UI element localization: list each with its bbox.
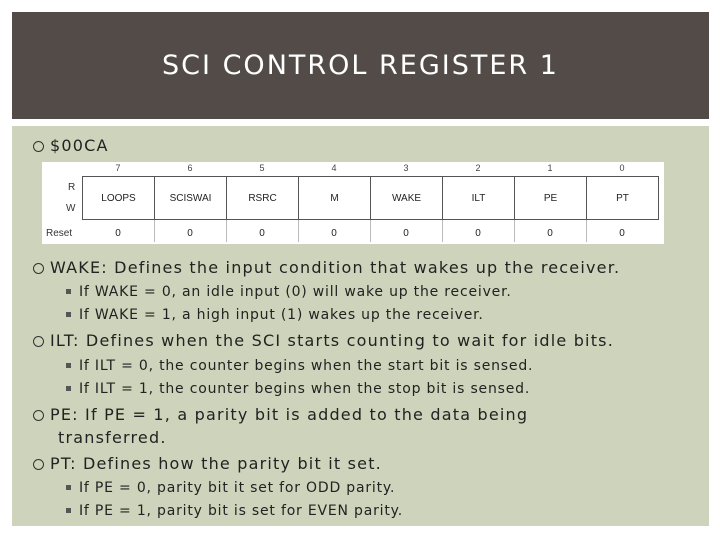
bit-number: 5	[259, 163, 265, 173]
bullet-pe-continued	[58, 428, 167, 447]
square-bullet-icon	[66, 508, 71, 513]
reset-value: 0	[475, 228, 481, 239]
bullet-pe	[33, 405, 528, 424]
bit-number: 6	[187, 163, 193, 173]
bit-number: 1	[547, 163, 553, 173]
sub-bullet	[66, 307, 484, 323]
reset-value: 0	[259, 228, 265, 239]
reset-value: 0	[619, 228, 625, 239]
bit-number: 0	[619, 163, 625, 173]
bullet-text: PT: Defines how the parity bit it set.	[50, 454, 382, 473]
reset-value: 0	[331, 228, 337, 239]
bullet-text: WAKE: Defines the input condition that wakes up the receiver.	[50, 258, 621, 277]
field-m: M	[299, 177, 371, 219]
field-loops: LOOPS	[83, 177, 155, 219]
circle-bullet-icon	[33, 263, 44, 274]
sub-bullet	[66, 480, 395, 496]
register-diagram	[42, 162, 664, 244]
reset-label: Reset	[46, 228, 73, 239]
circle-bullet-icon	[33, 141, 44, 152]
reset-value: 0	[403, 228, 409, 239]
circle-bullet-icon	[33, 410, 44, 421]
bullet-ilt	[33, 331, 614, 350]
bullet-pt	[33, 454, 382, 473]
field-sciswai: SCISWAI	[155, 177, 227, 219]
bit-number: 2	[475, 163, 481, 173]
bit-number: 3	[403, 163, 409, 173]
field-pt: PT	[616, 192, 629, 204]
bullet-text: transferred.	[58, 428, 167, 447]
field-ilt: ILT	[443, 177, 515, 219]
sub-bullet	[66, 358, 533, 374]
bullet-text: PE: If PE = 1, a parity bit is added to the data being	[50, 405, 529, 424]
sub-bullet	[66, 503, 403, 519]
bullet-address	[33, 136, 109, 155]
reset-value: 0	[547, 228, 553, 239]
reset-value: 0	[115, 228, 121, 239]
register-fields	[82, 176, 659, 220]
square-bullet-icon	[66, 363, 71, 368]
bit-number: 7	[115, 163, 121, 173]
read-label: R	[68, 182, 76, 193]
bullet-text: ILT: Defines when the SCI starts counting to wait for idle bits.	[50, 331, 615, 350]
circle-bullet-icon	[33, 336, 44, 347]
field-wake: WAKE	[371, 177, 443, 219]
slide-title: SCI CONTROL REGISTER 1	[162, 50, 559, 81]
circle-bullet-icon	[33, 459, 44, 470]
sub-bullet	[66, 284, 512, 300]
sub-bullet-text: If WAKE = 0, an idle input (0) will wake up the receiver.	[79, 284, 512, 300]
square-bullet-icon	[66, 289, 71, 294]
square-bullet-icon	[66, 386, 71, 391]
sub-bullet-text: If WAKE = 1, a high input (1) wakes up the receiver.	[79, 307, 484, 323]
field-rsrc: RSRC	[227, 177, 299, 219]
title-bar	[12, 12, 709, 119]
bit-number: 4	[331, 163, 337, 173]
square-bullet-icon	[66, 312, 71, 317]
reset-value: 0	[187, 228, 193, 239]
address-text: $00CA	[50, 136, 109, 155]
sub-bullet	[66, 381, 530, 397]
write-label: W	[66, 203, 76, 214]
sub-bullet-text: If ILT = 0, the counter begins when the start bit is sensed.	[79, 358, 534, 374]
sub-bullet-text: If PE = 1, parity bit is set for EVEN parity.	[79, 503, 403, 519]
square-bullet-icon	[66, 485, 71, 490]
bullet-wake	[33, 258, 620, 277]
field-pe: PE	[515, 177, 587, 219]
sub-bullet-text: If PE = 0, parity bit it set for ODD parity.	[79, 480, 396, 496]
sub-bullet-text: If ILT = 1, the counter begins when the stop bit is sensed.	[79, 381, 531, 397]
